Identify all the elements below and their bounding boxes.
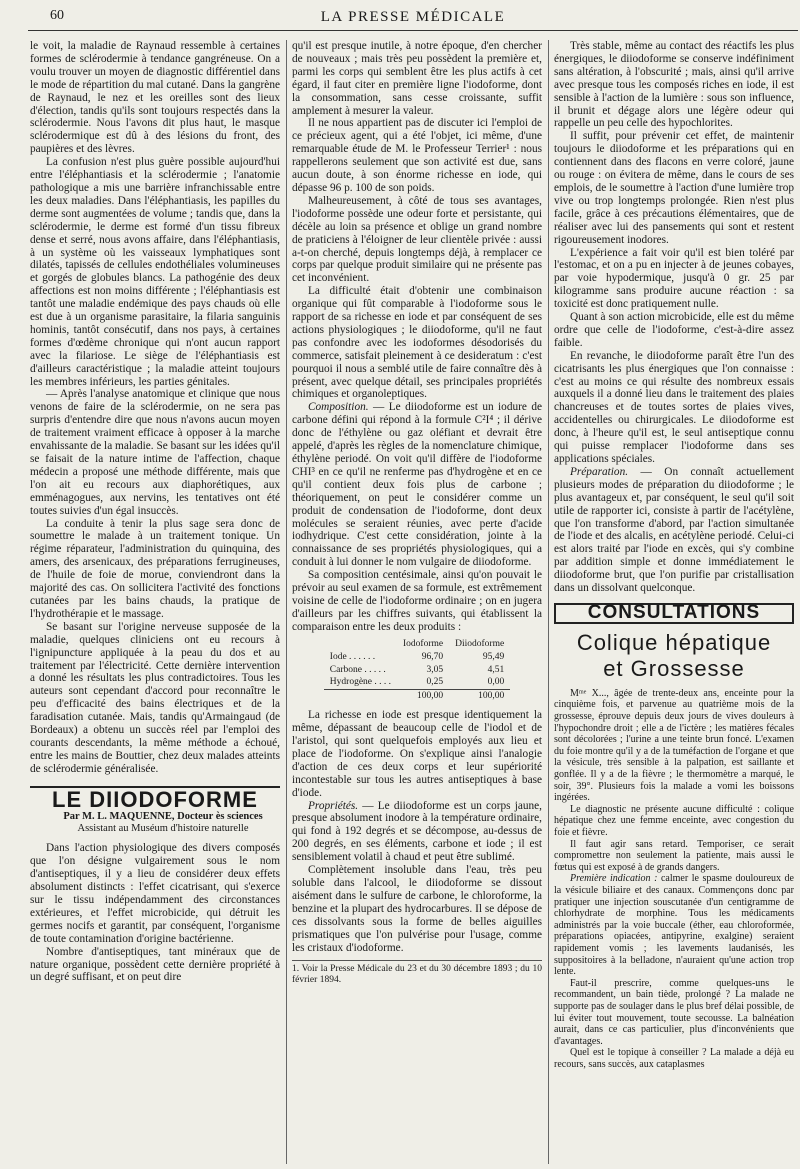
section-label: Composition. [308,401,369,414]
paragraph: Composition. — Le diiodoforme est un iodure de carbone défini qui répond à la formule C²I⁴ ; il dérive donc de l'éthylène ou gaz oléfiant et devrait être appelé, d'après les règles de la nomenclature chimique, éthylène periodé. On voit qu'il diffère de l'iodoforme CHI³ en ce qu'il ne renferme pas d'hydrogène et en ce qu'il contient deux fois plus de carbone ; théoriquement, on peut le considérer comme un produit de condensation de l'iodoforme, dont deux molécules se seraient réunies, avec perte d'acide iodhydrique. C'est cette considération, jointe à la connaissance de ses propriétés physiologiques, qui a conduit à lui donner le nom vulgaire de diiodoforme. [292,401,542,569]
paragraph: Faut-il prescrire, comme quelques-uns le recommandent, un bain tiède, prolongé ? La malade ne supporte pas de soulager dans le plus bref délai possible, de lui éviter tout mouvement, toute secousse. La balnéation aurait, dans ce cas particulier, plus d'inconvénients que d'avantages. [554,977,794,1047]
column-right [554,40,794,1164]
column-rule [548,40,549,1164]
paragraph: Sa composition centésimale, ainsi qu'on pouvait le prévoir au seul examen de sa formule, est extrêmement voisine de celle de l'iodoforme ordinaire ; on en jugera d'ailleurs par les chiffres suivants, qui établissent la comparaison entre les deux produits : [292,569,542,633]
paragraph: La difficulté était d'obtenir une combinaison organique qui fût comparable à l'iodoforme sous le rapport de sa richesse en iode et par conséquent de ses actions physiologiques ; le diiodoforme, qu'il ne faut pas confondre avec les iodoformes désodorisés du commerce, satisfait pleinement à ce desideratum : c'est pourquoi il nous a semblé utile de faire connaître dès à présent, avec quelque détail, ses principales propriétés chimiques et organoleptiques. [292,285,542,401]
table-row: Hydrogène . . . . 0,25 0,00 [329,677,505,688]
paragraph: La conduite à tenir la plus sage sera donc de soumettre le malade à un traitement tonique. Un régime réparateur, l'administration du quinquina, des amers, des arsenicaux, des préparations ferrugineuses, de l'huile de foie de morue, conviendront dans la majorité des cas. On sollicitera l'activité des fonctions cutanées par les bains chauds, la pratique de l'hydrothérapie et le massage. [30,517,280,620]
paragraph: Nombre d'antiseptiques, tant minéraux que de nature organique, possèdent cette dernière propriété à un degré suffisant, et on peut dire [30,945,280,984]
table-row: Iode . . . . . . 96,70 95,49 [329,651,505,662]
paragraph: Dans l'action physiologique des divers composés que l'on désigne vulgairement sous le nom d'antiseptiques, il y a lieu de considérer deux effets absolument distincts : l'effet cicatrisant, qui s'exerce sur le tissu indépendamment des circonstances extérieures, et l'effet microbicide, qui détruit les germes nocifs et garantit, par conséquent, l'organisme de toute contamination d'origine bactérienne. [30,842,280,945]
journal-title: LA PRESSE MÉDICALE [320,9,506,25]
paragraph: L'expérience a fait voir qu'il est bien toléré par l'estomac, et on a pu en injecter à de jeunes cobayes, par voie hypodermique, jusqu'à 0 gr. 25 par kilogramme sans produire aucune réaction : sa toxicité est donc pratiquement nulle. [554,246,794,311]
paragraph: Il suffit, pour prévenir cet effet, de maintenir toujours le diiodoforme et les préparations qui en contiennent dans des flacons en verre coloré, jaune ou rouge : on évitera de même, dans le cours de ses emplois, de le soumettre à l'action d'une lumière trop vive ou trop longtemps prolongée. Rien n'est plus facile, grâce à ces précautions élémentaires, que de réaliser avec lui des pansements qui sont et restent rigoureusement inodores. [554,130,794,246]
paragraph: Préparation. — On connaît actuellement plusieurs modes de préparation du diiodoforme ; le plus avantageux et, par conséquent, le seul qu'il soit utile de rapporter ici, consiste à partir de l'acétylène, que l'on transforme d'abord, par l'action simultanée de l'iode et des alcalis, en acétylène periodé. Celui-ci est alors traité par l'iode en excès, qui s'y combine par addition simple et donne immédiatement le diiodoforme brut, que l'on purifie par cristallisation dans un dissolvant quelconque. [554,465,794,595]
table-header: Iodoforme [403,638,444,649]
table-row: Carbone . . . . . 3,05 4,51 [329,664,505,675]
paragraph: Propriétés. — Le diiodoforme est un corps jaune, presque absolument inodore à la température ordinaire, qui fond à 192 degrés et se décompose, au-dessus de 200 degrés, en ses éléments, carbone et iode ; il est sensiblement volatil à chaud et peut être sublimé. [292,799,542,864]
paragraph: La confusion n'est plus guère possible aujourd'hui entre l'éléphantiasis et la sclérodermie ; l'anatomie pathologique a mis une barrière infranchissable entre les deux maladies. Dans l'éléphantiasis, les papilles du derme sont augmentées de volume ; tandis que, dans la sclérodermie, le derme est formé d'un tissu fibreux dense et serré, nous avons affaire, dans l'éléphantiasis, à un système où les vaisseaux lymphatiques sont dilatés, tapissés de cellules endothéliales volumineuses et gorgés de globules blancs. La pathogénie des deux affections est non moins différente ; l'éléphantiasis est tantôt une maladie endémique des pays chauds où elle est due à un organisme parasitaire, la filaria sanguinis hominis, tantôt consécutif, dans nos pays, à certaines formes d'œdème chronique qui n'ont aucun rapport avec la filariose. Le siège de l'éléphantiasis est d'ailleurs caractéristique ; la maladie atteint toujours les membres inférieurs, les parties génitales. [30,156,280,388]
consultations-heading: CONSULTATIONS [554,603,794,624]
section-label: Propriétés. [308,799,359,812]
paragraph: — Après l'analyse anatomique et clinique que nous venons de faire de la sclérodermie, on ne sera pas surpris d'entendre dire que nous n'avons aucun moyen de traitement vraiment efficace à opposer à la marche envahissante de la maladie. Se basant sur les idées qu'il se faisait de la nature intime de l'affection, chaque médecin a proposé une méthode différente, mais que l'on ait eu recours aux diaphorétiques, aux emménagogues, aux nervins, les tentatives ont été toutes suivies d'un égal insuccès. [30,388,280,517]
paragraph: Malheureusement, à côté de tous ses avantages, l'iodoforme possède une odeur forte et persistante, qui décèle au loin sa présence et oblige un grand nombre de praticiens à l'éloigner de leur clientèle privée : aussi a-t-on cherché, depuis longtemps déjà, à remplacer ce corps par quelque produit similaire qui ne présente pas cet inconvénient. [292,194,542,285]
paragraph: Mᵐᵉ X..., âgée de trente-deux ans, enceinte pour la cinquième fois, et parvenue au quatrième mois de la grossesse, éprouve depuis deux jours de vives douleurs à l'hypochondre droit ; elle a de l'ictère ; les matières fécales sont décolorées ; l'urine a une teinte brun foncé. L'examen du foie montre qu'il y a de la tuméfaction de l'organe et que la vésicule, très sensible à la palpation, est saillante et gonflée. Il y a de la fièvre ; le thermomètre a marqué, le soir, 39°. Plusieurs fois la malade a vomi les boissons ingérées. [554,687,794,804]
column-rule [286,40,287,1164]
page-header [28,4,798,31]
consultation-title: Colique hépatique et Grossesse [576,629,772,681]
table-header: Diiodoforme [455,638,505,649]
paragraph: Quant à son action microbicide, elle est du même ordre que celle de l'iodoforme, c'est-à-dire assez faible. [554,311,794,349]
paragraph: le voit, la maladie de Raynaud ressemble à certaines formes de sclérodermie à tendance gangréneuse. On a voulu trouver un moyen de diagnostic différentiel dans le mode de répartition du mal cutané. Dans la gangrène de Raynaud, le nez et les oreilles sont des lieux d'élection, tandis qu'ils sont toujours respectés dans la sclérodermie. Nous l'avons dit plus haut, le masque sclérodermique est dû à des lésions du front, des paupières et des lèvres. [30,40,280,156]
paragraph: Très stable, même au contact des réactifs les plus énergiques, le diiodoforme se conserve indéfiniment sans altération, à l'obscurité ; mais, ainsi qu'il arrive avec presque tous les composés riches en iode, il est sensible à l'action de la lumière : sous son influence, il brunit et dégage alors une légère odeur qui rappelle un peu celle des hypochlorites. [554,40,794,130]
column-middle [292,40,542,1164]
paragraph: En revanche, le diiodoforme paraît être l'un des cicatrisants les plus énergiques que l'on connaisse : c'est au moins ce qui résulte des nombreux essais auxquels il a donné lieu dans le traitement des plaies chancreuses et de toutes sortes de plaies vives, accidentelles ou chirurgicales. Le diiodoforme est donc, à l'heure qu'il est, le seul antiseptique connu qui puisse remplacer l'iodoforme dans ses applications spéciales. [554,349,794,465]
paragraph: Se basant sur l'origine nerveuse supposée de la maladie, quelques cliniciens ont eu recours à l'ignipuncture appliquée à la peau du dos et au traitement par l'électricité. Cette dernière intervention a donné les résultats les plus contradictoires. Tous les auteurs sont cependant d'accord pour reconnaître le peu d'efficacité des bains électriques et de la faradisation cutanée. Mais, tandis qu'Armaingaud (de Bordeaux) a obtenu un succès réel par l'emploi des courants descendants, la même méthode a échoué, entre les mains de Bouttier, chez deux malades atteints de sclérodermie généralisée. [30,620,280,775]
composition-table [324,638,510,704]
footnote: 1. Voir la Presse Médicale du 23 et du 30 décembre 1893 ; du 10 février 1894. [292,960,542,986]
section-label: Première indication : [570,873,658,885]
column-left [30,40,280,1164]
paragraph: Complètement insoluble dans l'eau, très peu soluble dans l'alcool, le diiodoforme se dissout aisément dans le sulfure de carbone, le chloroforme, la benzine et la plupart des hydrocarbures. Il se dépose de ces dissolvants sous la forme de belles aiguilles prismatiques que l'on pulvérise pour l'usage, comme les cristaux d'iodoforme. [292,864,542,954]
paragraph: Le diagnostic ne présente aucune difficulté : colique hépatique chez une femme enceinte, avec congestion du foie et fièvre. [554,803,794,838]
paragraph: Il faut agir sans retard. Temporiser, ce serait compromettre non seulement la patiente, mais aussi le fœtus qui est exposé à de grands dangers. [554,838,794,873]
article-title: LE DIIODOFORME [30,786,280,807]
paragraph: La richesse en iode est presque identiquement la même, dépassant de beaucoup celle de l'iodol et de l'aristol, qui sont quelquefois employés aux lieu et place de l'iodoforme. On s'explique ainsi l'analogie d'action de ces deux corps et leur supériorité incontestable sur tous les autres antiseptiques à base d'iode. [292,709,542,799]
paragraph: qu'il est presque inutile, à notre époque, d'en chercher de nouveaux ; mais très peu possèdent la première et, parmi les corps qui semblent être les plus actifs à cet égard, il faut citer en première ligne l'iodoforme, dont la consommation, sans cesse croissante, suffit amplement à mesurer la valeur. [292,40,542,117]
paragraph: Il ne nous appartient pas de discuter ici l'emploi de ce précieux agent, qui a été l'objet, ici même, d'une remarquable étude de M. le Professeur Terrier¹ : nous rappellerons seulement que son activité est due, sans aucun doute, à son énorme richesse en iode, qui dépasse 96 p. 100 de son poids. [292,117,542,194]
table-row: 100,00 100,00 [324,690,510,703]
article-byline: Par M. L. MAQUENNE, Docteur ès sciences [63,810,263,822]
paragraph: Quel est le topique à conseiller ? La malade a déjà eu recours, sans succès, aux cataplasmes [554,1047,794,1070]
table-header [324,638,397,651]
paragraph: Première indication : calmer le spasme douloureux de la vésicule biliaire et des canaux. Commençons donc par pratiquer une injection souscutanée d'un centigramme de chlorhydrate de morphine. Tous les médicaments administrés par la voie buccale (éther, eau chloroformée, préparations opiacées, antipyrine, exalgine) seraient rapidement vomis ; les lavements laudanisés, les suppositoires à la belladone, n'auraient qu'une action trop lente. [554,873,794,978]
section-label: Préparation. [570,465,629,478]
page-number: 60 [50,8,64,23]
article-affiliation: Assistant au Muséum d'histoire naturelle [77,823,249,835]
